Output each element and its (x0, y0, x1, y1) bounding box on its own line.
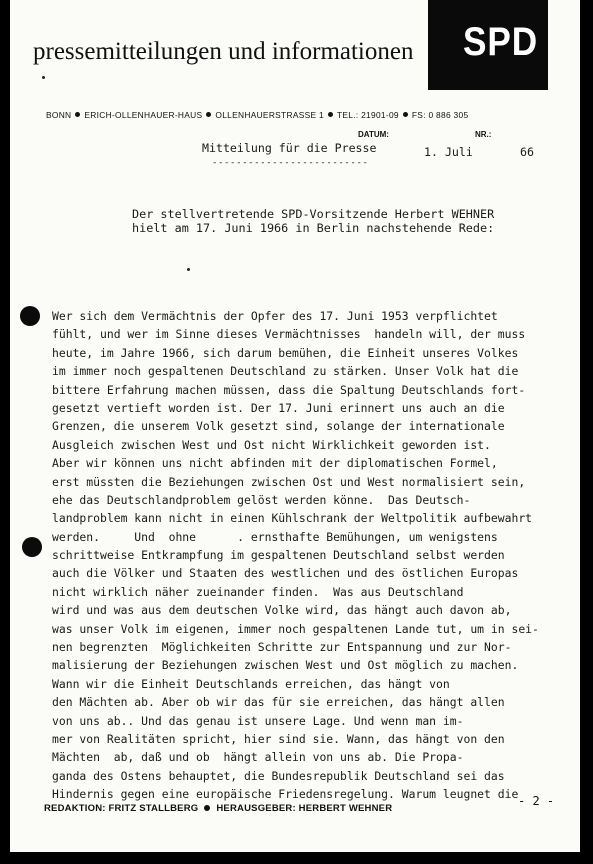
body-line: werden. Und ohne . ernsthafte Bemühungen, um wenigstens (52, 529, 498, 544)
press-release-page (10, 0, 580, 852)
body-line: malisierung der Beziehungen zwischen West und Ost möglich zu machen. (52, 658, 519, 673)
body-line: landproblem kann nicht in einen Kühlschrank der Weltpolitik aufbewahrt (52, 511, 533, 526)
number-label: NR.: (475, 130, 492, 139)
body-line: nen begrenzten Möglichkeiten Schritte zur Entspannung und zur Nor- (52, 640, 512, 655)
masthead-mark (42, 76, 45, 79)
bullet-icon (206, 112, 211, 117)
body-line: Aber wir können uns nicht abfinden mit der diplomatischen Formel, (52, 456, 498, 471)
body-line: bittere Erfahrung machen müssen, dass die Spaltung Deutschlands fort- (52, 382, 526, 397)
body-line: heute, im Jahre 1966, sich darum bemühen, die Einheit unseres Volkes (52, 345, 519, 360)
address-city: BONN (46, 110, 72, 120)
body-line: Ausgleich zwischen West und Ost nicht Wirklichkeit geworden ist. (52, 437, 491, 452)
ink-speck (187, 268, 190, 271)
body-line: mer von Realitäten spricht, hier sind sie. Wann, das hängt von den (52, 731, 505, 746)
bullet-icon (403, 112, 408, 117)
body-line: Hindernis gegen eine europäische Friedensregelung. Warum leugnet die (52, 787, 519, 802)
punch-hole (20, 306, 40, 326)
address-telex: FS: 0 886 305 (411, 110, 469, 120)
footer-publisher: HERAUSGEBER: HERBERT WEHNER (216, 803, 393, 814)
body-line: ehe das Deutschlandproblem gelöst werden könne. Das Deutsch- (52, 492, 471, 507)
document-date: 1. Juli (424, 145, 473, 159)
page-marker: - 2 - (518, 794, 555, 808)
speech-body (52, 307, 572, 804)
body-line: schrittweise Entkrampfung im gespaltenen Deutschland selbst werden (52, 548, 505, 563)
body-line: im immer noch gespaltenen Deutschland zu stärken. Unser Volk hat die (52, 364, 519, 379)
masthead-title: pressemitteilungen und informationen (33, 38, 414, 65)
footer-editor: REDAKTION: FRITZ STALLBERG (44, 803, 199, 814)
body-line: wird und was aus dem deutschen Volke wird, das hängt auch davon ab, (52, 603, 512, 618)
body-line: fühlt, und wer im Sinne dieses Vermächtnisses handeln will, der muss (52, 327, 526, 342)
body-line: gesetzt vertieft worden ist. Der 17. Juni erinnert uns auch an die (52, 400, 505, 415)
address-phone: TEL.: 21901-09 (336, 110, 399, 120)
address-line (46, 110, 468, 120)
body-line: was unser Volk im eigenen, immer noch gespaltenen Lande tut, um in sei- (52, 621, 539, 636)
intro-line-2: hielt am 17. Juni 1966 in Berlin nachstehende Rede: (132, 221, 495, 235)
body-line: Wer sich dem Vermächtnis der Opfer des 17. Juni 1953 verpflichtet (52, 309, 498, 323)
intro-line-1: Der stellvertretende SPD-Vorsitzende Herbert WEHNER (132, 207, 495, 221)
body-line: auch die Völker und Staaten des westlichen und des östlichen Europas (52, 566, 519, 581)
body-line: den Mächten ab. Aber ob wir das für sie erreichen, das hängt allen (52, 695, 505, 710)
body-line: Wann wir die Einheit Deutschlands erreichen, das hängt von (52, 676, 450, 691)
footer-credits (44, 803, 392, 814)
bullet-icon (204, 805, 210, 811)
body-line: nicht wirklich näher zueinander finden. Was aus Deutschland (52, 584, 464, 599)
body-line: ganda des Ostens behauptet, die Bundesrepublik Deutschland sei das (52, 768, 505, 783)
date-label: DATUM: (358, 130, 389, 139)
bullet-icon (328, 112, 333, 117)
logo-text: SPD (463, 20, 539, 64)
punch-hole (22, 537, 42, 557)
body-line: von uns ab.. Und das genau ist unsere Lage. Und wenn man im- (52, 713, 464, 728)
document-number: 66 (520, 145, 534, 159)
bullet-icon (75, 112, 80, 117)
address-building: ERICH-OLLENHAUER-HAUS (84, 110, 203, 120)
body-line: Grenzen, die unserem Volk gesetzt sind, solange der internationale (52, 419, 505, 434)
document-category: Mitteilung für die Presse (202, 141, 377, 155)
body-line: Mächten ab, daß und ob hängt allein von uns ab. Die Propa- (52, 750, 464, 765)
address-street: OLLENHAUERSTRASSE 1 (215, 110, 324, 120)
category-underline: -------------------------- (212, 158, 369, 168)
spd-logo (428, 0, 548, 90)
body-line: erst müssten die Beziehungen zwischen Ost und West normalisiert sein, (52, 474, 526, 489)
